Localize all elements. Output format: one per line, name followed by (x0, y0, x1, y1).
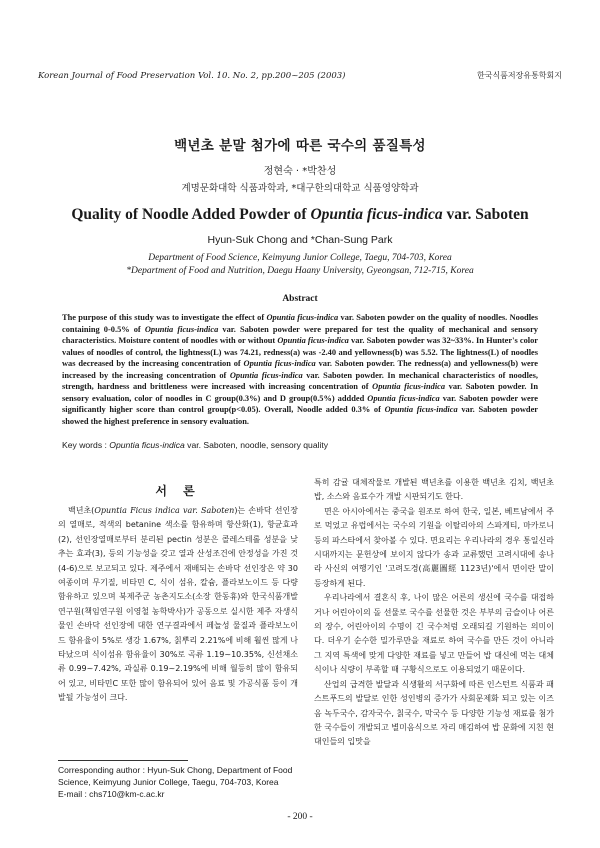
english-title-post: var. Saboten (442, 206, 529, 223)
keywords-rest: var. Saboten, noodle, sensory quality (184, 440, 329, 450)
english-affiliation-1: Department of Food Science, Keimyung Junior College, Taegu, 704-703, Korea (148, 253, 452, 263)
right-column (314, 476, 554, 750)
intro-segment: )는 손바닥 선인장의 열매로, 적색의 betanine 색소를 함유하며 항산화(1), 항균효과(2), 선인장열매로부터 분리된 pectin 성분은 콜레스테롤 성분을 낮추는 효과(3), 등의 기능성을 갖고 열과 산성조건에 안정성을 가진 것(4-6)으로 보고되고 있다. 제주에서 재배되는 손바닥 선인장은 약 30여종이며 무기질, 비타민 C, 식이 섬유, 칼슘, 플라보노이드 등 다량 함유하고 있으며 북제주군 농촌지도소(소장 한동휴)와 한국식품개발연구원(책임연구원 이영철 농학박사)가 공동으로 실시한 제주 자생식물인 손바닥 선인장에 대한 연구결과에서 페놀성 물질과 플라보노이드 함유율이 5%로 생강 1.67%, 칡뿌리 2.21%에 비해 훨씬 많게 나타났으며 식이섬유 함유율이 30%로 곡류 1.19~10.35%, 신선채소류 0.99~7.42%, 과실류 0.19~2.19%에 비해 월등히 많이 함유되어 있고, 비타민C 또한 많이 함유되어 있어 음료 및 가공식품 등이 개발될 가능성이 크다. (58, 506, 298, 703)
abstract-segment: var. Saboten powder. In mechanical characteristics of noodles, strength, hardness and brittleness were increased with increasing concentration of (62, 370, 538, 391)
english-title-pre: Quality of Noodle Added Powder of (71, 206, 311, 223)
abstract-segment: The purpose of this study was to investigate the effect of (62, 313, 267, 322)
keywords-label: Key words : (62, 440, 110, 450)
correspondence-footnote (58, 764, 298, 800)
page-number: - 200 - (287, 812, 313, 822)
keywords (62, 440, 538, 450)
intro-segment: 백년초( (68, 506, 95, 515)
journal-citation: Korean Journal of Food Preservation Vol. 10. No. 2, pp.200~205 (2003) (38, 71, 346, 81)
abstract-segment: Opuntia ficus-indica (243, 359, 316, 368)
english-authors: Hyun-Suk Chong and *Chan-Sung Park (207, 234, 393, 246)
intro-paragraph-2: 특히 감귤 대체작물로 개발된 백년초를 이용한 백년초 김치, 백년초 밥, 소스와 음료수가 개발 시판되기도 한다. (314, 478, 554, 502)
intro-paragraph-1 (58, 504, 298, 706)
abstract-segment: var. Saboten powder. The redness(a) and yellowness(b) were increased by the increasing concentration of (62, 359, 538, 380)
english-affiliation-2: *Department of Food and Nutrition, Daegu Haany University, Gyeongsan, 712-715, Korea (126, 266, 474, 276)
korean-authors: 정현숙 · *박찬성 (263, 166, 337, 177)
abstract-segment: var. Saboten powder were prepared for test the quality of mechanical and sensory characteristics. Moisture content of noodles with or without (62, 324, 538, 345)
abstract-body (62, 312, 538, 427)
korean-title: 백년초 분말 첨가에 따른 국수의 품질특성 (174, 138, 426, 154)
footnote-rule (58, 760, 188, 761)
abstract-segment: var. Saboten powder showed the highest preference in sensory evaluation. (62, 405, 539, 426)
abstract-segment: var. Saboten powder on the quality of noodles. Noodles containing 0-0.5% of (62, 313, 538, 334)
abstract-segment: var. Saboten powder was 32~33%. In Hunter's color values of noodles of control, the lightness(L) was 74.21, redness(a) was -2.40 and yellowness(b) was 5.52. The lightness(L) of noodles was decreased by the increasing concentration of (62, 336, 538, 368)
abstract-segment: var. Saboten powder were significantly higher score than control group(p<0.05). Overall, Noodle added 0.3% of (62, 393, 538, 414)
intro-segment: Opuntia Ficus indica var. Saboten (94, 506, 235, 515)
abstract-segment: var. Saboten powder. In sensory evaluation, color of noodles in C group(0.3%) and D group(0.5%) addded (62, 382, 538, 403)
correspondence-email: E-mail : chs710@km-c.ac.kr (58, 789, 165, 799)
abstract-heading: Abstract (282, 294, 318, 304)
abstract-segment: Opuntia ficus-indica (384, 405, 458, 414)
intro-paragraph-5: 산업의 급격한 발달과 식생활의 서구화에 따른 인스턴트 식품과 패스트푸드의 발달로 인한 성인병의 증가가 사회문제화 되고 있는 이즈음 녹두국수, 감자국수, 칡국수, 막국수 등 다양한 기능성 재료를 첨가한 국수들이 개발되고 별미음식으로 자리 매김하여 밥 문화에 지친 현대인들의 입맛을 (314, 679, 554, 747)
abstract-segment: Opuntia ficus-indica (367, 393, 440, 403)
left-column (58, 478, 298, 706)
intro-paragraph-4: 우리나라에서 결혼식 후, 나이 많은 어른의 생신에 국수를 대접하거나 어린아이의 돌 선물로 국수를 선물한 것은 부부의 금슬이나 어른의 장수, 어린아이의 수명이 긴 국수처럼 오래되길 기원하는 의미이다. 더우기 순수한 밀가루만을 재료로 하여 국수를 만든 것이 아니라 그 지역 특색에 맞게 다양한 재료를 넣고 만들어 밥 대신에 먹는 대체식이나 식량이 부족할 때 구황식으로도 이용되었기 때문이다. (314, 593, 554, 675)
running-header (38, 70, 562, 81)
keywords-species: Opuntia ficus-indica (109, 440, 185, 450)
english-title (0, 206, 600, 224)
abstract-segment: Opuntia ficus-indica (144, 324, 219, 334)
correspondence-line-2: Science, Keimyung Junior College, Taegu, 704-703, Korea (58, 777, 279, 787)
correspondence-line-1: Corresponding author : Hyun-Suk Chong, Department of Food (58, 765, 293, 775)
abstract-segment: Opuntia ficus-indica (229, 370, 303, 380)
korean-affiliation: 계명문화대학 식품과학과, *대구한의대학교 식품영양학과 (181, 183, 419, 194)
english-title-species: Opuntia ficus-indica (310, 206, 443, 223)
section-heading-introduction: 서 론 (155, 484, 201, 498)
intro-paragraph-3: 면은 아시아에서는 중국을 원조로 하여 한국, 일본, 베트남에서 주로 먹었고 유럽에서는 국수의 기원을 이탈리아의 스파게티, 마카로니 등의 파스타에서 찾아볼 수 있다. 면요리는 우리나라의 경우 통일신라시대까지는 문헌상에 보이지 않다가 송과 교류했던 고려시대에 송나라 사신의 여행기인 '고려도경(高麗圖經 1123년)'에서 면이란 말이 등장하게 된다. (314, 506, 554, 588)
society-name: 한국식품저장유통학회지 (476, 71, 562, 80)
abstract-segment: Opuntia ficus-indica (372, 382, 446, 391)
abstract-segment: Opuntia ficus-indica (266, 313, 339, 322)
abstract-segment: Opuntia ficus-indica (277, 336, 349, 345)
